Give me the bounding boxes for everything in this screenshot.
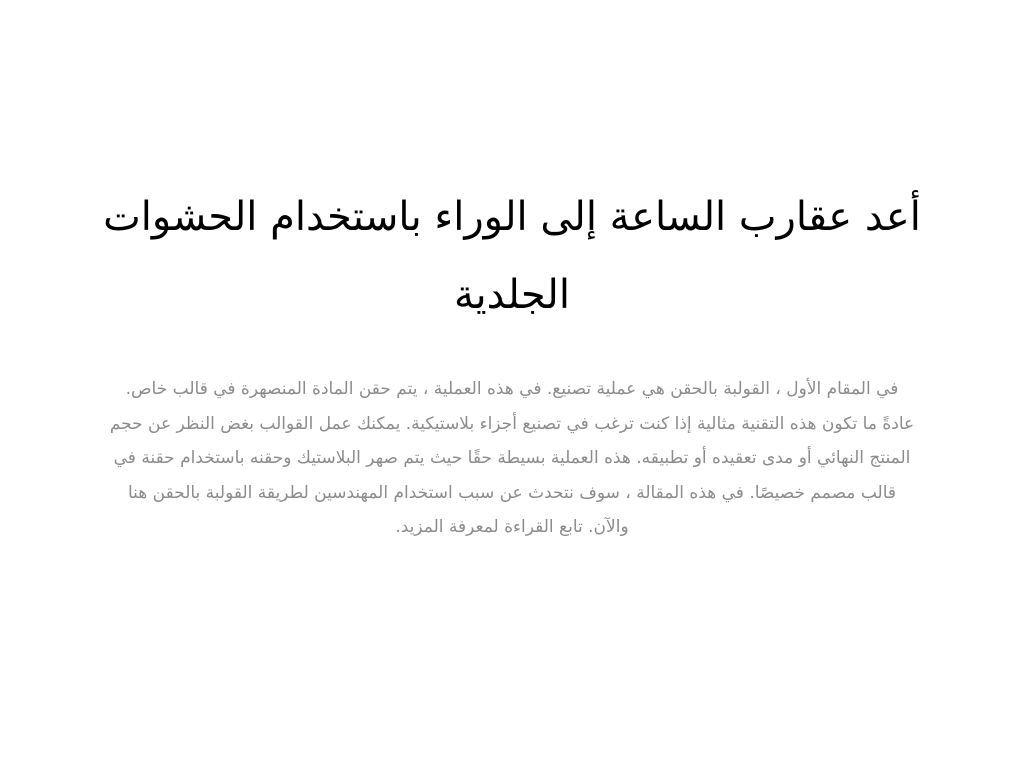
slide-body-text: في المقام الأول ، القولبة بالحقن هي عملية تصنيع. في هذه العملية ، يتم حقن المادة المنصهرة في قالب خاص. عادةً ما تكون هذه التقنية مثالية إذا كنت ترغب في تصنيع أجزاء بلاستيكية. يمكنك عمل القوالب بغض النظر عن حجم المنتج النهائي أو مدى تعقيده أو تطبيقه. هذه العملية بسيطة حقًا حيث يتم صهر البلاستيك وحقنه باستخدام حقنة في قالب مصمم خصيصًا. في هذه المقالة ، سوف نتحدث عن سبب استخدام المهندسين لطريقة القولبة بالحقن هنا والآن. تابع القراءة لمعرفة المزيد.: [109, 379, 915, 537]
slide-title: أعد عقارب الساعة إلى الوراء باستخدام الحشوات الجلدية: [103, 194, 921, 318]
